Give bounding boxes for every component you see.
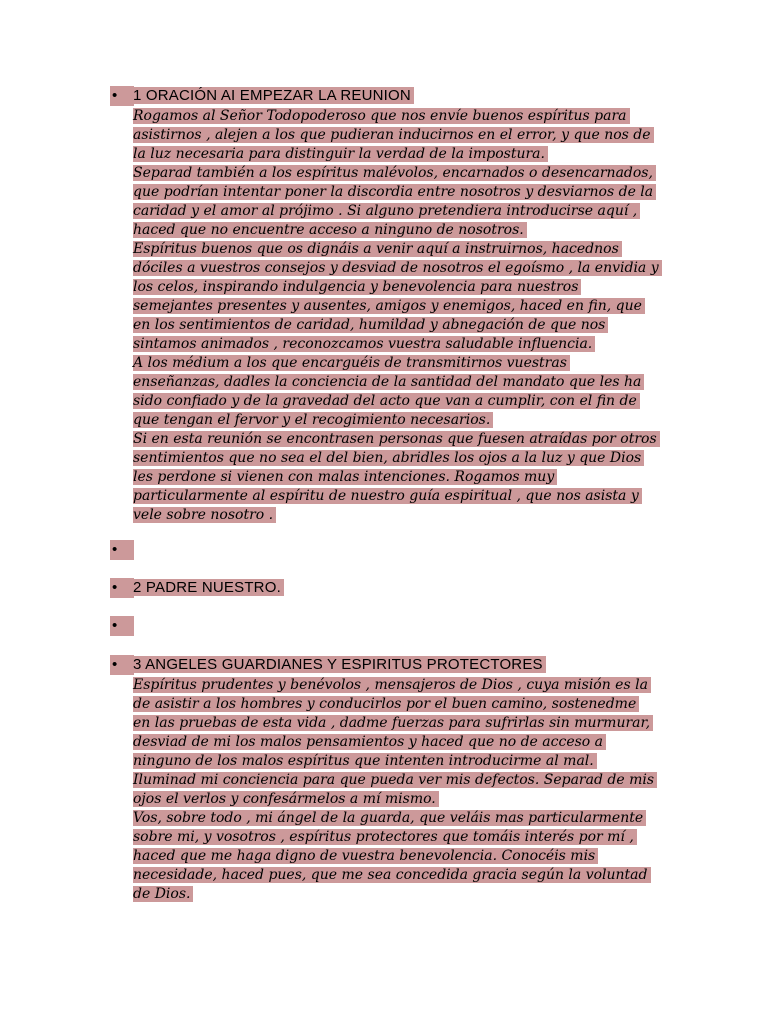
text-line bbox=[133, 866, 663, 885]
text-line-content: Vos, sobre todo , mi ángel de la guarda, que veláis mas particularmente bbox=[133, 810, 646, 826]
text-line-content: sido confiado y de la gravedad del acto que van a cumplir, con el fin de bbox=[133, 393, 640, 409]
bullet-empty-2: • bbox=[110, 616, 134, 636]
text-line-content: en las pruebas de esta vida , dadme fuerzas para sufrirlas sin murmurar, bbox=[133, 715, 653, 731]
text-line bbox=[133, 468, 663, 487]
text-line-content: haced que no encuentre acceso a ninguno de nosotros. bbox=[133, 222, 527, 238]
text-line bbox=[133, 164, 663, 183]
text-line bbox=[133, 107, 663, 126]
text-line-content: les perdone si vienen con malas intenciones. Rogamos muy bbox=[133, 469, 557, 485]
text-line-content: los celos, inspirando indulgencia y benevolencia para nuestros bbox=[133, 279, 581, 295]
text-line-content: necesidade, haced pues, que me sea concedida gracia según la voluntad bbox=[133, 867, 651, 883]
text-line-content: Si en esta reunión se encontrasen personas que fuesen atraídas por otros bbox=[133, 431, 660, 447]
text-line-content: asistirnos , alejen a los que pudieran inducirnos en el error, y que nos de bbox=[133, 127, 654, 143]
text-line bbox=[133, 183, 663, 202]
text-line bbox=[133, 506, 663, 525]
section-3-body bbox=[133, 676, 663, 904]
text-line bbox=[133, 297, 663, 316]
text-line bbox=[133, 487, 663, 506]
text-line bbox=[133, 752, 663, 771]
text-line bbox=[133, 335, 663, 354]
section-2-heading-text: 2 PADRE NUESTRO. bbox=[133, 579, 284, 596]
bullet-3: • bbox=[110, 655, 134, 675]
text-line bbox=[133, 790, 663, 809]
text-line bbox=[133, 145, 663, 164]
text-line-content: haced que me haga digno de vuestra benevolencia. Conocéis mis bbox=[133, 848, 598, 864]
text-line-content: en los sentimientos de caridad, humildad y abnegación de que nos bbox=[133, 317, 608, 333]
text-line bbox=[133, 885, 663, 904]
text-line-content: que tengan el fervor y el recogimiento necesarios. bbox=[133, 412, 493, 428]
text-line-content: particularmente al espíritu de nuestro guía espiritual , que nos asista y bbox=[133, 488, 642, 504]
text-line-content: sentimientos que no sea el del bien, abridles los ojos a la luz y que Dios bbox=[133, 450, 644, 466]
text-line bbox=[133, 240, 663, 259]
text-line-content: la luz necesaria para distinguir la verdad de la impostura. bbox=[133, 146, 548, 162]
text-line-content: Espíritus buenos que os dignáis a venir aquí a instruirnos, hacednos bbox=[133, 241, 622, 257]
text-line bbox=[133, 733, 663, 752]
text-line bbox=[133, 221, 663, 240]
text-line-content: A los médium a los que encarguéis de transmitirnos vuestras bbox=[133, 355, 570, 371]
text-line bbox=[133, 411, 663, 430]
section-1-body bbox=[133, 107, 663, 525]
section-3-heading bbox=[133, 655, 546, 675]
text-line-content: semejantes presentes y ausentes, amigos y enemigos, haced en fin, que bbox=[133, 298, 645, 314]
section-1-heading bbox=[133, 86, 414, 106]
bullet-1: • bbox=[110, 86, 134, 106]
text-line bbox=[133, 809, 663, 828]
section-3-heading-text: 3 ANGELES GUARDIANES Y ESPIRITUS PROTECTORES bbox=[133, 656, 546, 673]
text-line bbox=[133, 714, 663, 733]
section-2-heading bbox=[133, 578, 284, 598]
text-line-content: caridad y el amor al prójimo . Si alguno pretendiera introducirse aquí , bbox=[133, 203, 640, 219]
text-line-content: sintamos animados , reconozcamos vuestra saludable influencia. bbox=[133, 336, 595, 352]
bullet-2: • bbox=[110, 578, 134, 598]
text-line bbox=[133, 771, 663, 790]
text-line bbox=[133, 847, 663, 866]
text-line-content: desviad de mi los malos pensamientos y haced que no de acceso a bbox=[133, 734, 606, 750]
section-1-heading-text: 1 ORACIÓN AI EMPEZAR LA REUNION bbox=[133, 87, 414, 104]
text-line bbox=[133, 202, 663, 221]
text-line bbox=[133, 430, 663, 449]
text-line bbox=[133, 828, 663, 847]
text-line bbox=[133, 278, 663, 297]
text-line bbox=[133, 676, 663, 695]
text-line bbox=[133, 449, 663, 468]
text-line bbox=[133, 695, 663, 714]
text-line-content: Espíritus prudentes y benévolos , mensajeros de Dios , cuya misión es la bbox=[133, 677, 651, 693]
text-line bbox=[133, 316, 663, 335]
text-line-content: Iluminad mi conciencia para que pueda ver mis defectos. Separad de mis bbox=[133, 772, 657, 788]
text-line bbox=[133, 373, 663, 392]
text-line-content: dóciles a vuestros consejos y desviad de nosotros el egoísmo , la envidia y bbox=[133, 260, 662, 276]
text-line bbox=[133, 259, 663, 278]
text-line-content: que podrían intentar poner la discordia entre nosotros y desviarnos de la bbox=[133, 184, 656, 200]
text-line-content: vele sobre nosotro . bbox=[133, 507, 276, 523]
text-line-content: Rogamos al Señor Todopoderoso que nos envíe buenos espíritus para bbox=[133, 108, 630, 124]
text-line-content: de Dios. bbox=[133, 886, 193, 902]
text-line bbox=[133, 354, 663, 373]
text-line bbox=[133, 126, 663, 145]
text-line-content: de asistir a los hombres y conducirlos por el buen camino, sostenedme bbox=[133, 696, 639, 712]
text-line-content: ojos el verlos y confesármelos a mí mismo. bbox=[133, 791, 439, 807]
text-line-content: sobre mi, y vosotros , espíritus protectores que tomáis interés por mí , bbox=[133, 829, 637, 845]
text-line-content: enseñanzas, dadles la conciencia de la santidad del mandato que les ha bbox=[133, 374, 644, 390]
text-line-content: ninguno de los malos espíritus que intenten introducirme al mal. bbox=[133, 753, 597, 769]
bullet-empty-1: • bbox=[110, 540, 134, 560]
text-line bbox=[133, 392, 663, 411]
text-line-content: Separad también a los espíritus malévolos, encarnados o desencarnados, bbox=[133, 165, 656, 181]
